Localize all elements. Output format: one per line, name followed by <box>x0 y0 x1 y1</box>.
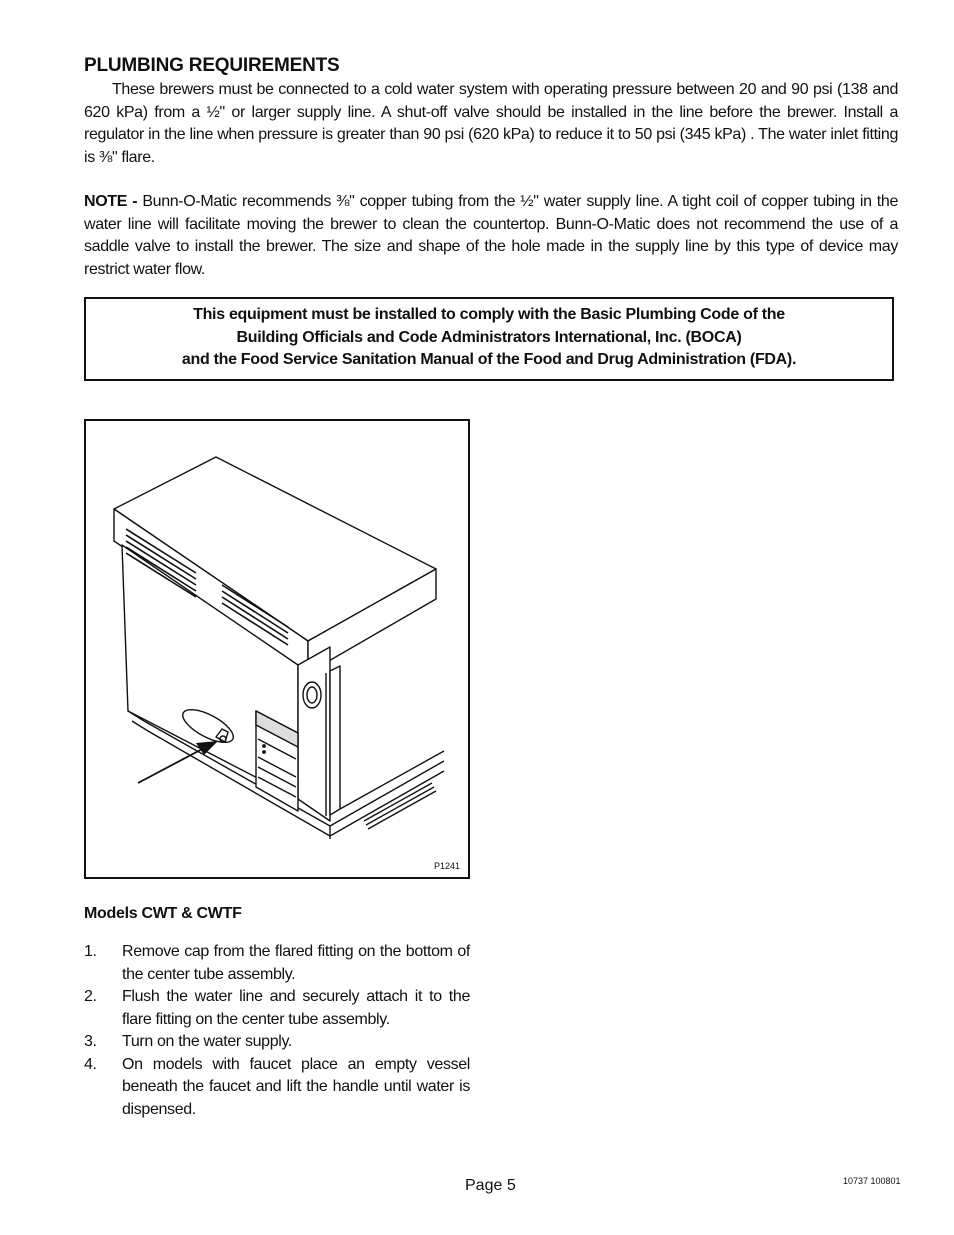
list-item <box>84 941 470 986</box>
step-number: 1. <box>84 943 97 960</box>
figure-code: P1241 <box>433 861 460 871</box>
step-number: 3. <box>84 1033 97 1050</box>
list-item <box>84 1031 470 1054</box>
notice-line-3: and the Food Service Sanitation Manual of the Food and Drug Administration (FDA). <box>181 351 797 368</box>
note-text: Bunn-O-Matic recommends ⅜" copper tubing from the ½" water supply line. A tight coil of copper tubing in the water line will facilitate moving the brewer to clean the countertop. Bunn-O-Matic does not recommend the use of a saddle valve to install the brewer. The size and shape of the hole made in the supply line by this type of device may restrict water flow. <box>84 193 898 278</box>
step-number: 4. <box>84 1055 97 1073</box>
document-code: 10737 100801 <box>843 1176 901 1186</box>
side-panel <box>330 666 340 815</box>
models-heading: Models CWT & CWTF <box>84 905 242 922</box>
step-text: Turn on the water supply. <box>122 1033 293 1050</box>
side-fitting <box>303 682 321 708</box>
step-number: 2. <box>84 988 97 1005</box>
step-text: Remove cap from the flared fitting on the bottom of the center tube assembly. <box>122 943 470 983</box>
installation-steps <box>84 941 470 1121</box>
brewer-drawing <box>86 421 468 877</box>
pointer-arrow <box>138 747 206 783</box>
compliance-notice-box <box>84 297 894 381</box>
brewer-illustration <box>84 419 470 879</box>
page-number: Page 5 <box>465 1177 516 1194</box>
list-item <box>84 986 470 1031</box>
list-item <box>84 1054 470 1122</box>
notice-line-1: This equipment must be installed to comply with the Basic Plumbing Code of the <box>193 306 785 323</box>
step-text: On models with faucet place an empty vessel beneath the faucet and lift the handle until water is dispensed. <box>122 1055 470 1118</box>
step-text: Flush the water line and securely attach it to the flare fitting on the center tube assembly. <box>122 988 470 1028</box>
note-label: NOTE - <box>84 193 138 210</box>
body-side <box>298 647 330 821</box>
section-heading: PLUMBING REQUIREMENTS <box>84 55 340 76</box>
note-paragraph <box>84 191 898 281</box>
plumbing-paragraph: These brewers must be connected to a cold water system with operating pressure between 20 and 90 psi (138 and 620 kPa) from a ½" or larger supply line. A shut-off valve should be installed in the line before the brewer. Install a regulator in the line when pressure is greater than 90 psi (620 kPa) to reduce it to 50 psi (345 kPa) . The water inlet fitting is ⅜" flare. <box>84 81 898 166</box>
notice-line-2: Building Officials and Code Administrators International, Inc. (BOCA) <box>236 328 742 346</box>
